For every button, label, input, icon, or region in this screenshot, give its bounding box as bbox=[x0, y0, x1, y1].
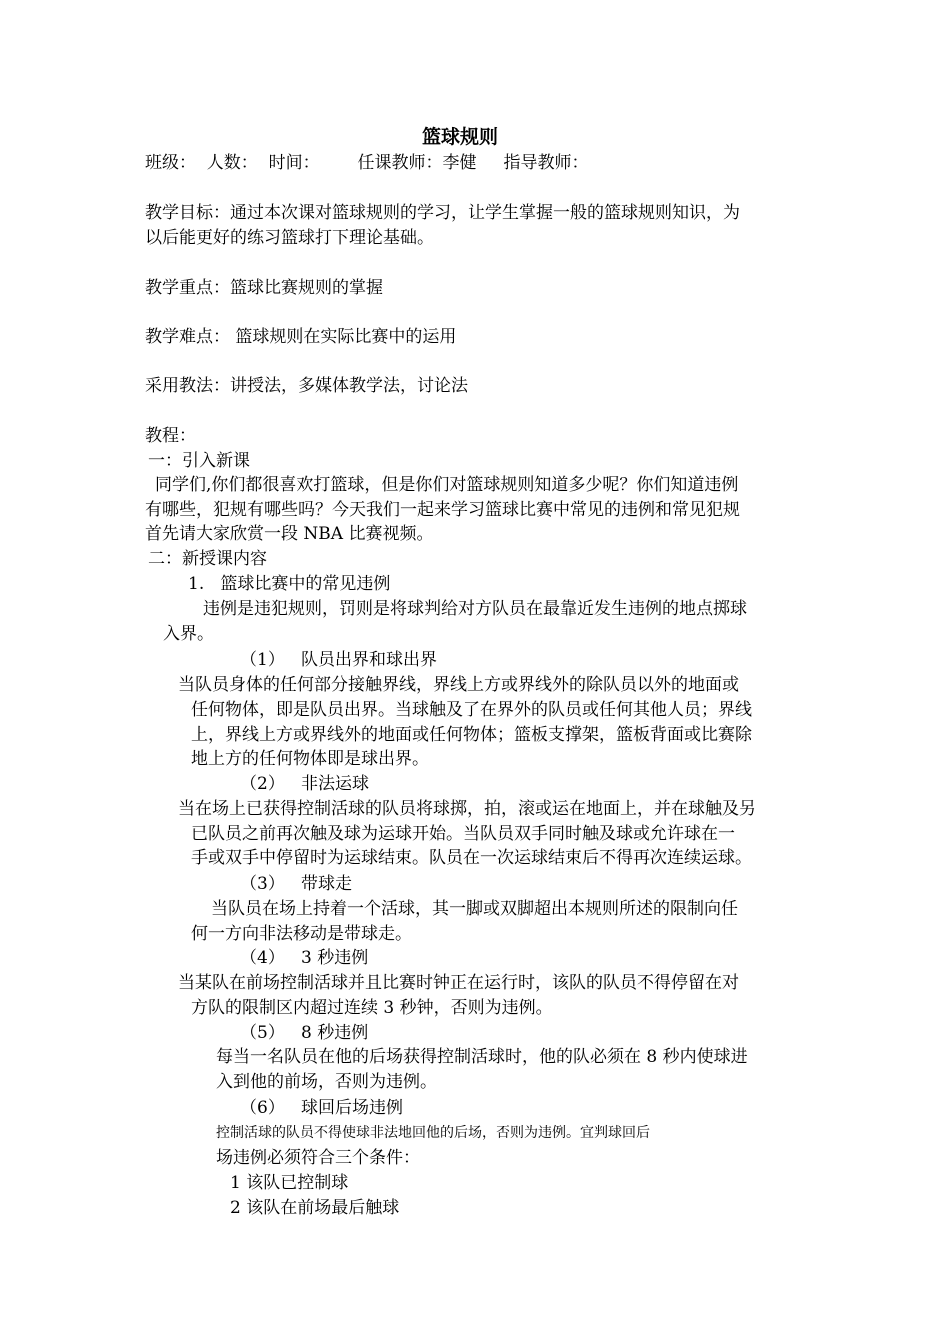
item-body-line: 任何物体，即是队员出界。当球触及了在界外的队员或任何其他人员；界线 bbox=[191, 700, 752, 720]
item-heading: （5） 8 秒违例 bbox=[240, 1023, 369, 1043]
item-body-line: 控制活球的队员不得使球非法地回他的后场，否则为违例。宜判球回后 bbox=[216, 1125, 650, 1141]
objective-line-2: 以后能更好的练习篮球打下理论基础。 bbox=[145, 228, 434, 248]
key-point: 教学重点：篮球比赛规则的掌握 bbox=[145, 278, 383, 298]
item-body-line: 每当一名队员在他的后场获得控制活球时，他的队必须在 8 秒内使球进 bbox=[216, 1047, 748, 1067]
objective-line-1: 教学目标：通过本次课对篮球规则的学习，让学生掌握一般的篮球规则知识，为 bbox=[145, 203, 740, 223]
part1-body-line: 有哪些，犯规有哪些吗？今天我们一起来学习篮球比赛中常见的违例和常见犯规 bbox=[145, 500, 740, 520]
item-heading: （1） 队员出界和球出界 bbox=[240, 650, 438, 670]
item-heading: （2） 非法运球 bbox=[240, 774, 370, 794]
item-body-line: 已队员之前再次触及球为运球开始。当队员双手同时触及球或允许球在一 bbox=[191, 824, 735, 844]
part1-body-line: 首先请大家欣赏一段 NBA 比赛视频。 bbox=[145, 524, 434, 544]
item-body-line: 当队员在场上持着一个活球，其一脚或双脚超出本规则所述的限制向任 bbox=[211, 899, 738, 919]
item-body-line: 当某队在前场控制活球并且比赛时钟正在运行时，该队的队员不得停留在对 bbox=[178, 973, 739, 993]
header-info-line: 班级： 人数： 时间： 任课教师：李健 指导教师： bbox=[145, 153, 589, 173]
item-body-line: 手或双手中停留时为运球结束。队员在一次运球结束后不得再次连续运球。 bbox=[191, 848, 752, 868]
item-body-line: 入到他的前场，否则为违例。 bbox=[216, 1072, 437, 1092]
violation-intro-line: 违例是违犯规则，罚则是将球判给对方队员在最靠近发生违例的地点掷球 bbox=[203, 599, 747, 619]
part1-heading: 一：引入新课 bbox=[148, 451, 250, 471]
violation-intro-line: 入界。 bbox=[163, 624, 214, 644]
document-title: 篮球规则 bbox=[422, 126, 499, 148]
course-label: 教程： bbox=[145, 426, 196, 446]
condition-item: 1 该队已控制球 bbox=[230, 1173, 349, 1193]
item-heading: （6） 球回后场违例 bbox=[240, 1098, 404, 1118]
condition-item: 2 该队在前场最后触球 bbox=[230, 1198, 400, 1218]
item-body-line: 地上方的任何物体即是球出界。 bbox=[191, 749, 429, 769]
item-heading: （3） 带球走 bbox=[240, 874, 353, 894]
item-body-line: 何一方向非法移动是带球走。 bbox=[191, 924, 412, 944]
item-body-line: 方队的限制区内超过连续 3 秒钟，否则为违例。 bbox=[191, 998, 553, 1018]
item-body-line: 上，界线上方或界线外的地面或任何物体；篮板支撑架，篮板背面或比赛除 bbox=[191, 725, 752, 745]
item-body-line: 当在场上已获得控制活球的队员将球掷，拍，滚或运在地面上，并在球触及另 bbox=[178, 799, 756, 819]
item-body-line: 场违例必须符合三个条件： bbox=[216, 1148, 420, 1168]
methods: 采用教法：讲授法，多媒体教学法，讨论法 bbox=[145, 376, 468, 396]
part1-body-line: 同学们,你们都很喜欢打篮球，但是你们对篮球规则知道多少呢？你们知道违例 bbox=[155, 475, 739, 495]
part2-subheading: 1. 篮球比赛中的常见违例 bbox=[188, 574, 391, 594]
item-body-line: 当队员身体的任何部分接触界线，界线上方或界线外的除队员以外的地面或 bbox=[178, 675, 739, 695]
difficulty: 教学难点： 篮球规则在实际比赛中的运用 bbox=[145, 327, 457, 347]
part2-heading: 二：新授课内容 bbox=[148, 549, 267, 569]
item-heading: （4） 3 秒违例 bbox=[240, 948, 369, 968]
